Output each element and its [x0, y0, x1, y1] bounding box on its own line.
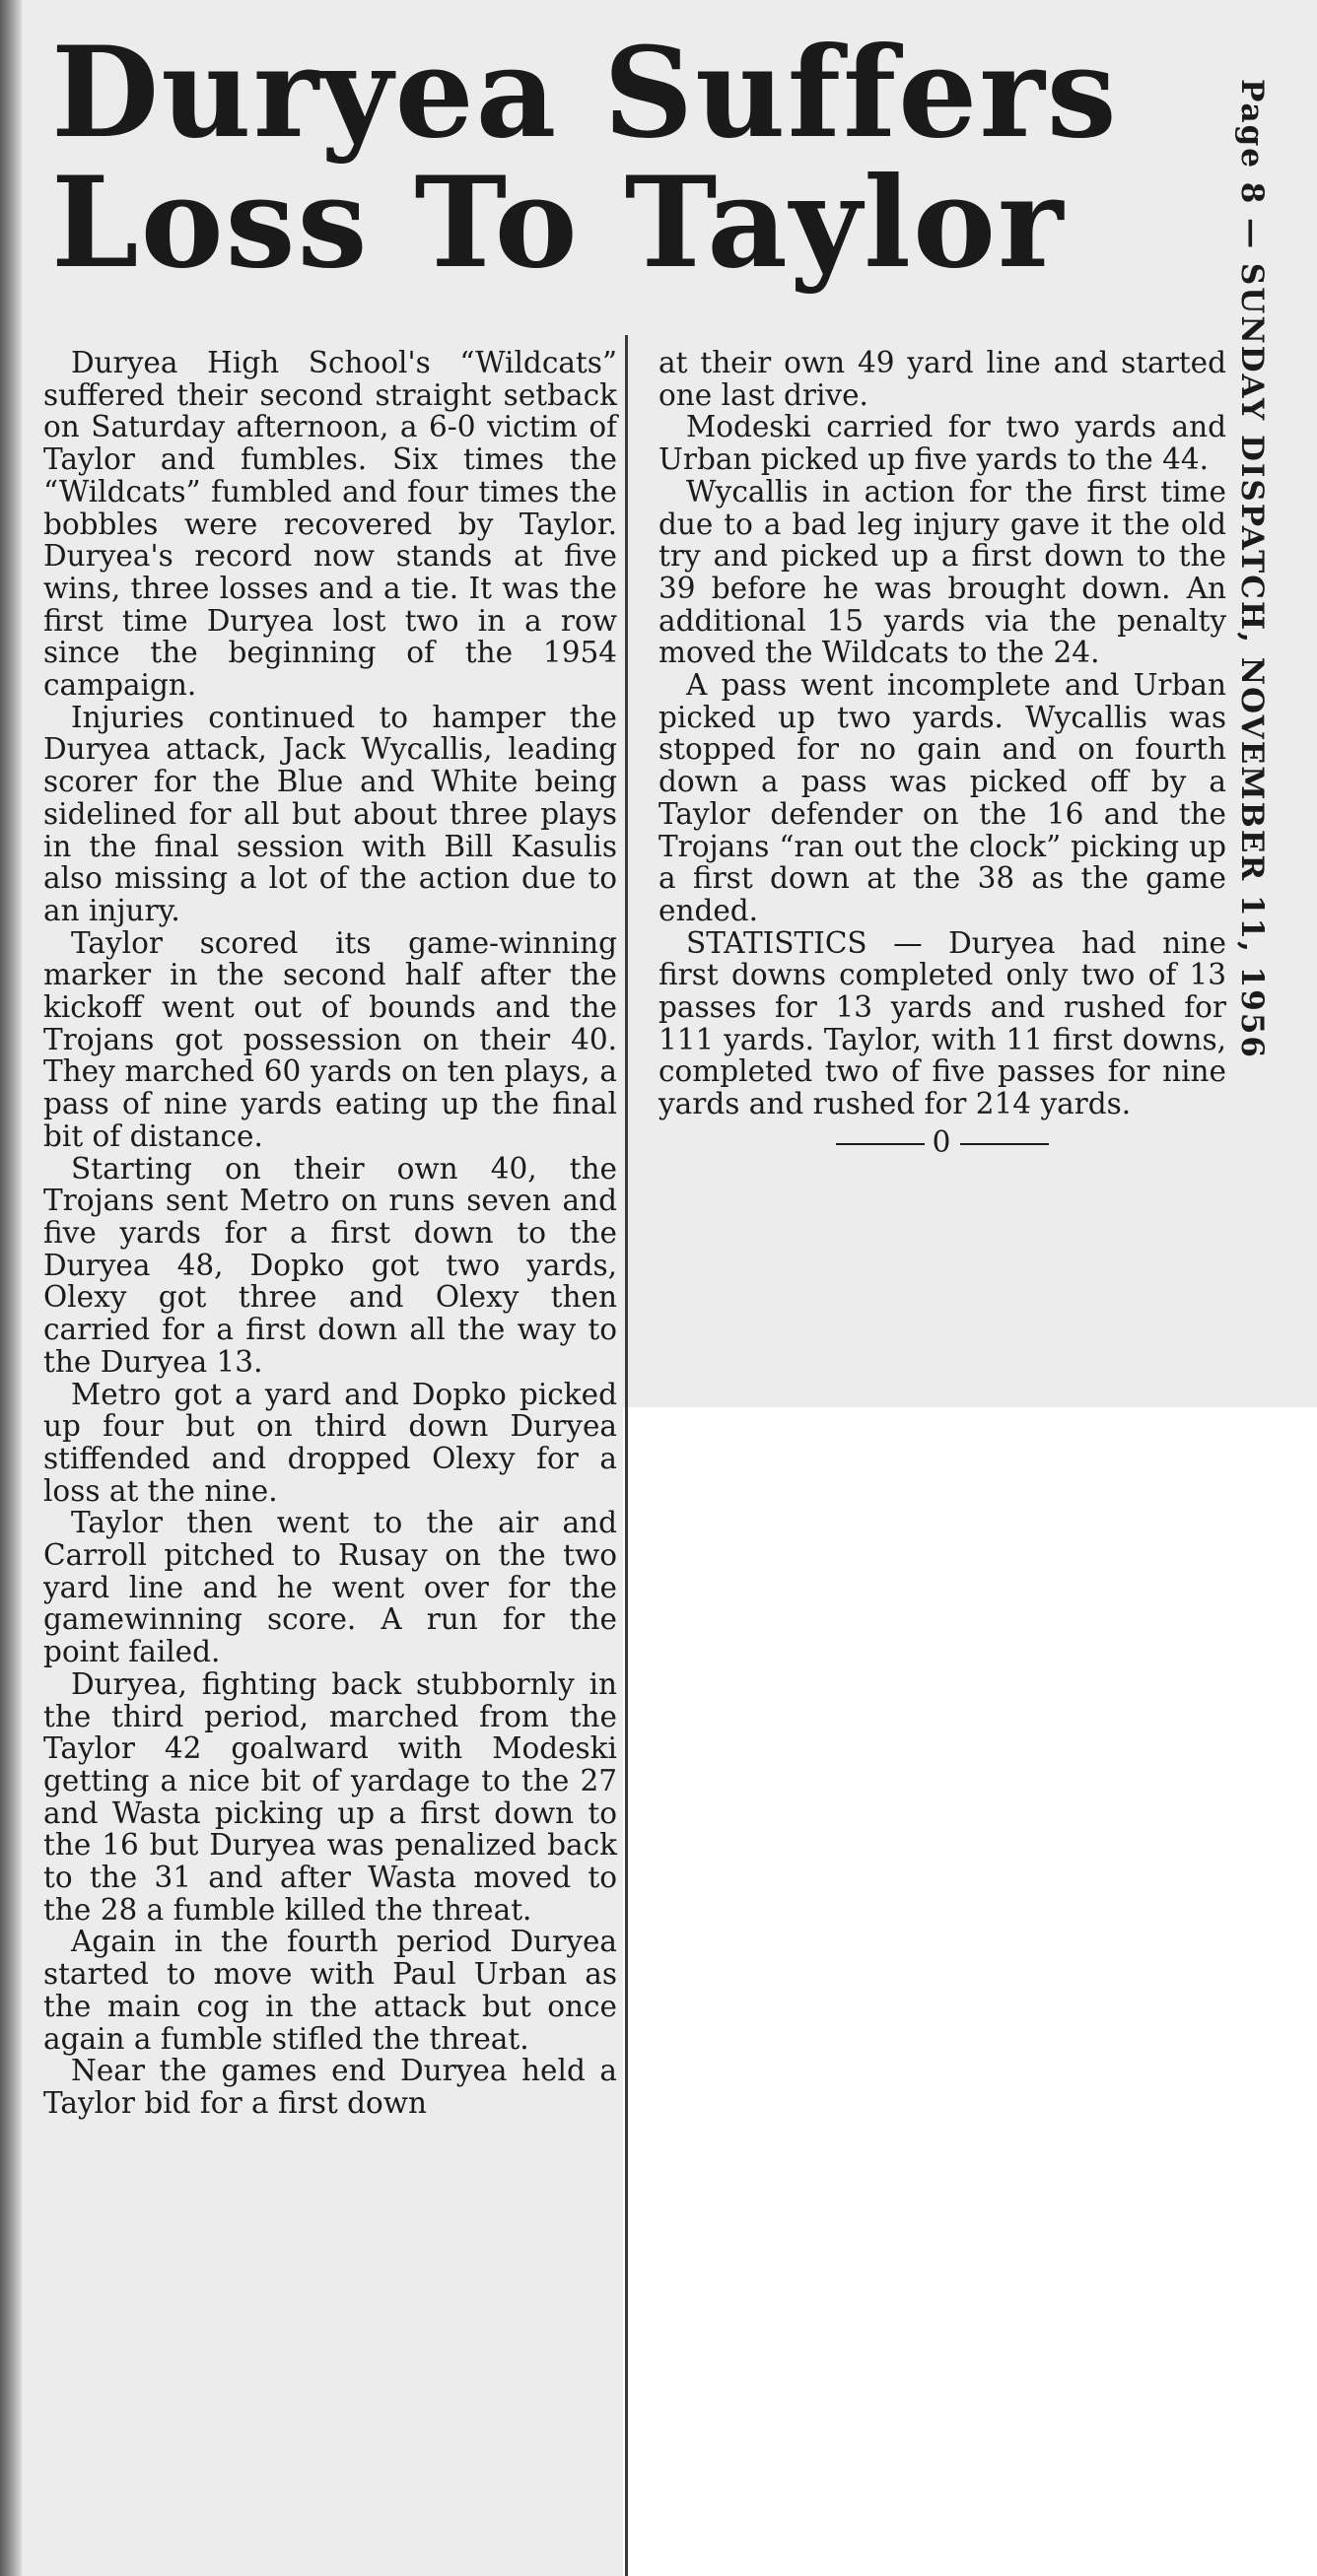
paragraph: Duryea, fighting back stubbornly in the third period, marched from the Taylor 42 goalward with Modeski getting a nice bit of yardage to the 27 and Wasta picking up a first down to the 16 but Duryea was penalized back to the 31 and after Wasta moved to the 28 a fumble killed the threat. [43, 1666, 617, 1927]
scan-edge-shadow [0, 0, 22, 2576]
paragraph: Metro got a yard and Dopko picked up four but on third down Duryea stiffended and dropped Olexy for a loss at the nine. [43, 1377, 617, 1508]
paragraph: at their own 49 yard line and started one last drive. [658, 346, 1226, 412]
paragraph: Wycallis in action for the first time due to a bad leg injury gave it the old try and picked up a first down to the 39 before he was brought down. An additional 15 yards via the penalty moved the Wildcats to the 24. [658, 474, 1226, 670]
end-mark-glyph: 0 [932, 1124, 953, 1159]
headline [51, 20, 1214, 296]
paragraph: A pass went incomplete and Urban picked up two yards. Wycallis was stopped for no gain and on fourth down a pass was picked off by a Taylor defender on the 16 and the Trojans “ran out the clock” picking up a first down at the 38 as the game ended. [658, 668, 1226, 927]
page-side-label [1230, 79, 1280, 1242]
paragraph: Duryea High School's “Wildcats” suffered their second straight setback on Saturday afternoon, a 6-0 victim of Taylor and fumbles. Six times the “Wildcats” fumbled and four times the bobbles were recovered by Taylor. Duryea's record now stands at five wins, three losses and a tie. It was the first time Duryea lost two in a row since the beginning of the 1954 campaign. [43, 346, 617, 703]
statistics-paragraph: STATISTICS — Duryea had nine first downs completed only two of 13 passes for 13 yards and rushed for 111 yards. Taylor, with 11 first downs, completed two of five passes for nine yards and rushed for 214 yards. [658, 925, 1226, 1121]
headline-line-2: Loss To Taylor [51, 150, 1066, 296]
paragraph: Starting on their own 40, the Trojans sent Metro on runs seven and five yards for a first down to the Duryea 48, Dopko got two yards, Olexy got three and Olexy then carried for a first down all the way to the Duryea 13. [43, 1151, 617, 1379]
article-column-right [658, 347, 1226, 1159]
paragraph: Modeski carried for two yards and Urban picked up five yards to the 44. [658, 410, 1226, 477]
end-dash-right [960, 1143, 1049, 1145]
paragraph: Injuries continued to hamper the Duryea attack, Jack Wycallis, leading scorer for the Blue and White being sidelined for all but about three plays in the final session with Bill Kasulis also missing a lot of the action due to an injury. [43, 700, 617, 927]
side-label-text: Page 8 — SUNDAY DISPATCH, NOVEMBER 11, 1956 [1234, 79, 1270, 1059]
paragraph: Taylor scored its game-winning marker in the second half after the kickoff went out of bounds and the Trojans got possession on their 40. They marched 60 yards on ten plays, a pass of nine yards eating up the final bit of distance. [43, 925, 617, 1153]
end-dash-left [836, 1143, 925, 1145]
column-rule [625, 335, 628, 2576]
article-column-left [43, 347, 617, 2120]
paragraph: Again in the fourth period Duryea started to move with Paul Urban as the main cog in the attack but once again a fumble stifled the threat. [43, 1925, 617, 2056]
end-mark [658, 1126, 1226, 1159]
paragraph: Near the games end Duryea held a Taylor bid for a first down [43, 2054, 617, 2120]
headline-line-1: Duryea Suffers [51, 20, 1119, 166]
paragraph: Taylor then went to the air and Carroll pitched to Rusay on the two yard line and he went over for the gamewinning score. A run for the point failed. [43, 1506, 617, 1669]
